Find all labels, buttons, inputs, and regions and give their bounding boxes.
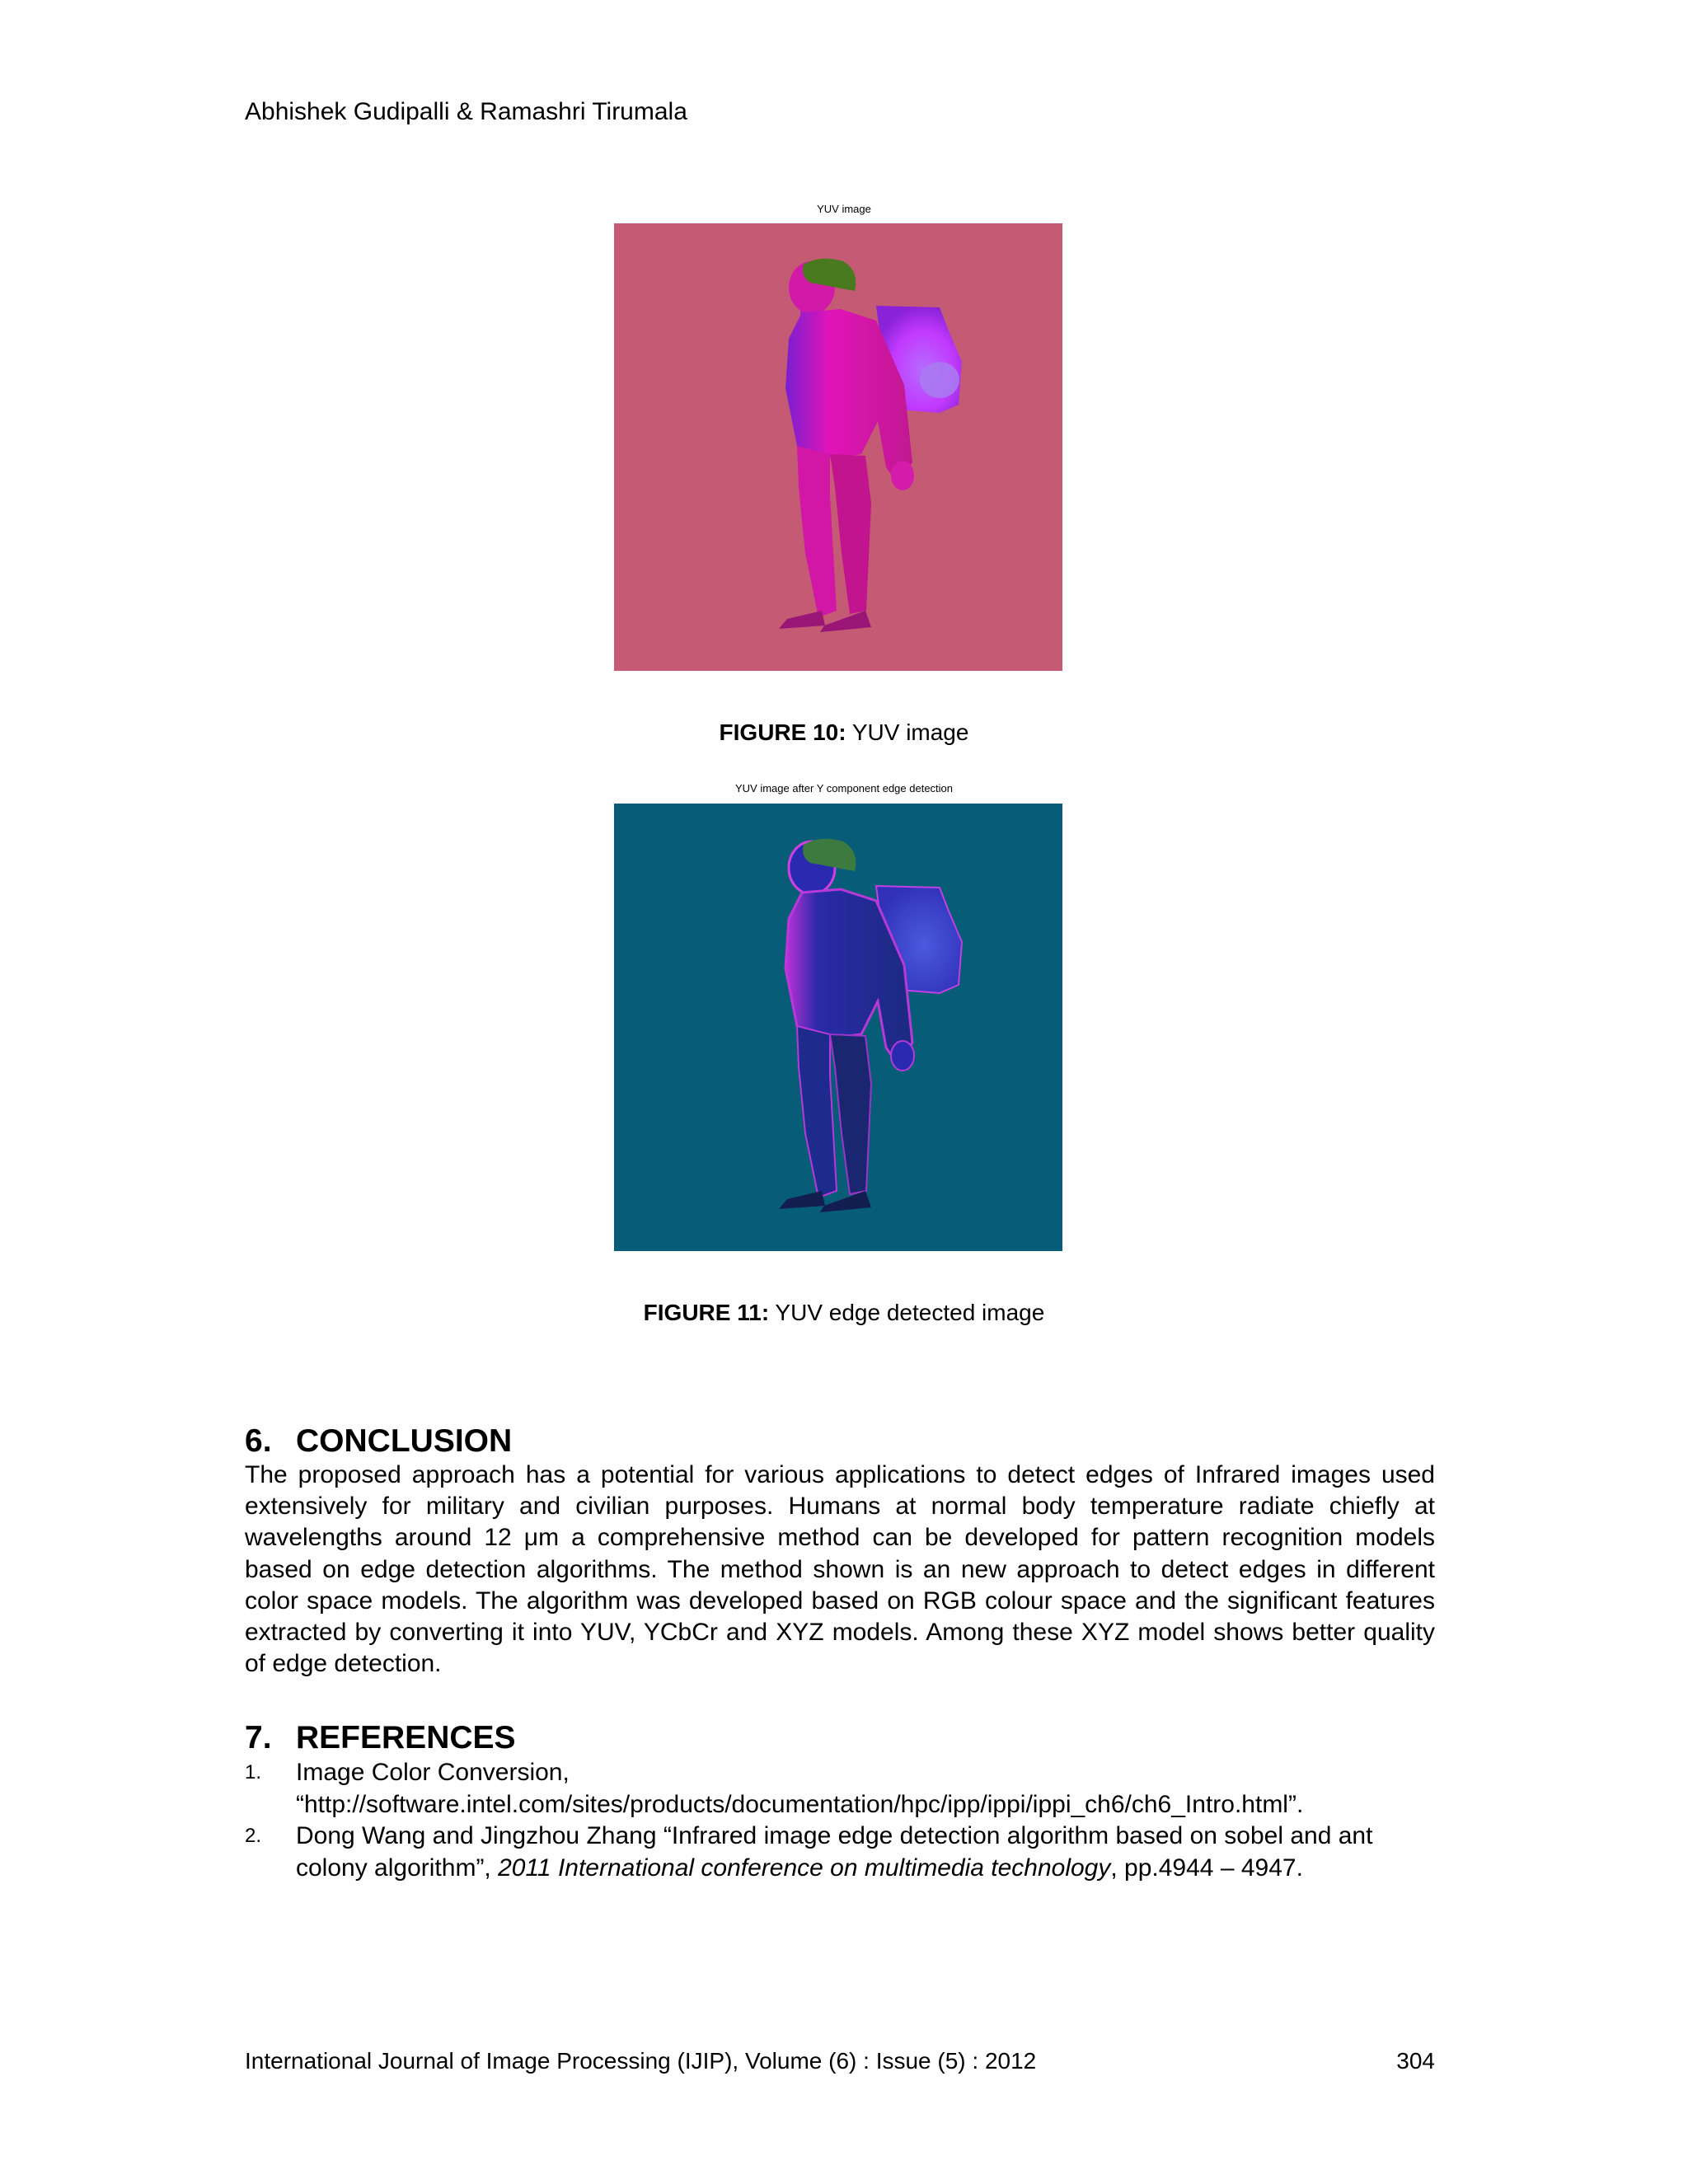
reference-title: Image Color Conversion, xyxy=(296,1759,570,1786)
reference-url: “http://software.intel.com/sites/products/documentation/hpc/ipp/ippi/ippi_ch6/ch6_Intro.html”. xyxy=(296,1790,1304,1818)
conclusion-heading xyxy=(245,1423,512,1460)
mu-symbol: μ xyxy=(523,1524,539,1552)
running-header: Abhishek Gudipalli & Ramashri Tirumala xyxy=(245,98,687,125)
conclusion-paragraph xyxy=(245,1460,1435,1680)
figure10-image xyxy=(614,223,1062,671)
references-title: REFERENCES xyxy=(296,1720,516,1755)
reference-number: 2. xyxy=(245,1825,262,1847)
figure11-image xyxy=(614,804,1062,1251)
figure10-caption-label: FIGURE 10: xyxy=(719,719,846,745)
conclusion-text-part1: The proposed approach has a potential for various applications to detect edges of Infrared images used extensively for military and civilian purposes. Humans at normal body temperature radiate chiefly at wavelengths around 12 xyxy=(245,1461,1435,1552)
conclusion-text-part2: m a comprehensive method can be developed for pattern recognition models based on edge detection algorithms. The method shown is an new approach to detect edges in different color space models. The algorithm was developed based on RGB colour space and the significant features extracted by converting it into YUV, YCbCr and XYZ models. Among these XYZ model shows better quality of edge detection. xyxy=(245,1524,1435,1678)
page-footer xyxy=(245,2047,1435,2075)
conclusion-number: 6. xyxy=(245,1423,272,1459)
reference-number: 1. xyxy=(245,1761,262,1783)
figure10-caption xyxy=(349,719,1339,747)
figure11-caption xyxy=(349,1299,1339,1327)
figure11-caption-text: YUV edge detected image xyxy=(769,1300,1045,1325)
figure10-plot-title: YUV image xyxy=(817,203,871,215)
reference-item xyxy=(245,1757,1456,1821)
reference-item xyxy=(245,1821,1450,1884)
figure10-caption-text: YUV image xyxy=(846,719,969,745)
references-list xyxy=(245,1757,1456,1884)
reference-authors-title: Dong Wang and Jingzhou Zhang “Infrared image edge detection algorithm based on sobel and ant colony algorithm”, xyxy=(296,1822,1373,1882)
reference-pages: , pp.4944 – 4947. xyxy=(1110,1854,1303,1882)
conclusion-title: CONCLUSION xyxy=(296,1423,513,1459)
page-number: 304 xyxy=(1396,2048,1435,2074)
references-number: 7. xyxy=(245,1720,272,1755)
journal-citation: International Journal of Image Processing (IJIP), Volume (6) : Issue (5) : 2012 xyxy=(245,2048,1037,2074)
references-heading xyxy=(245,1720,516,1756)
figure11-caption-label: FIGURE 11: xyxy=(643,1300,770,1325)
figure11-plot-title: YUV image after Y component edge detection xyxy=(734,782,954,794)
reference-venue: 2011 International conference on multimedia technology xyxy=(498,1854,1111,1882)
